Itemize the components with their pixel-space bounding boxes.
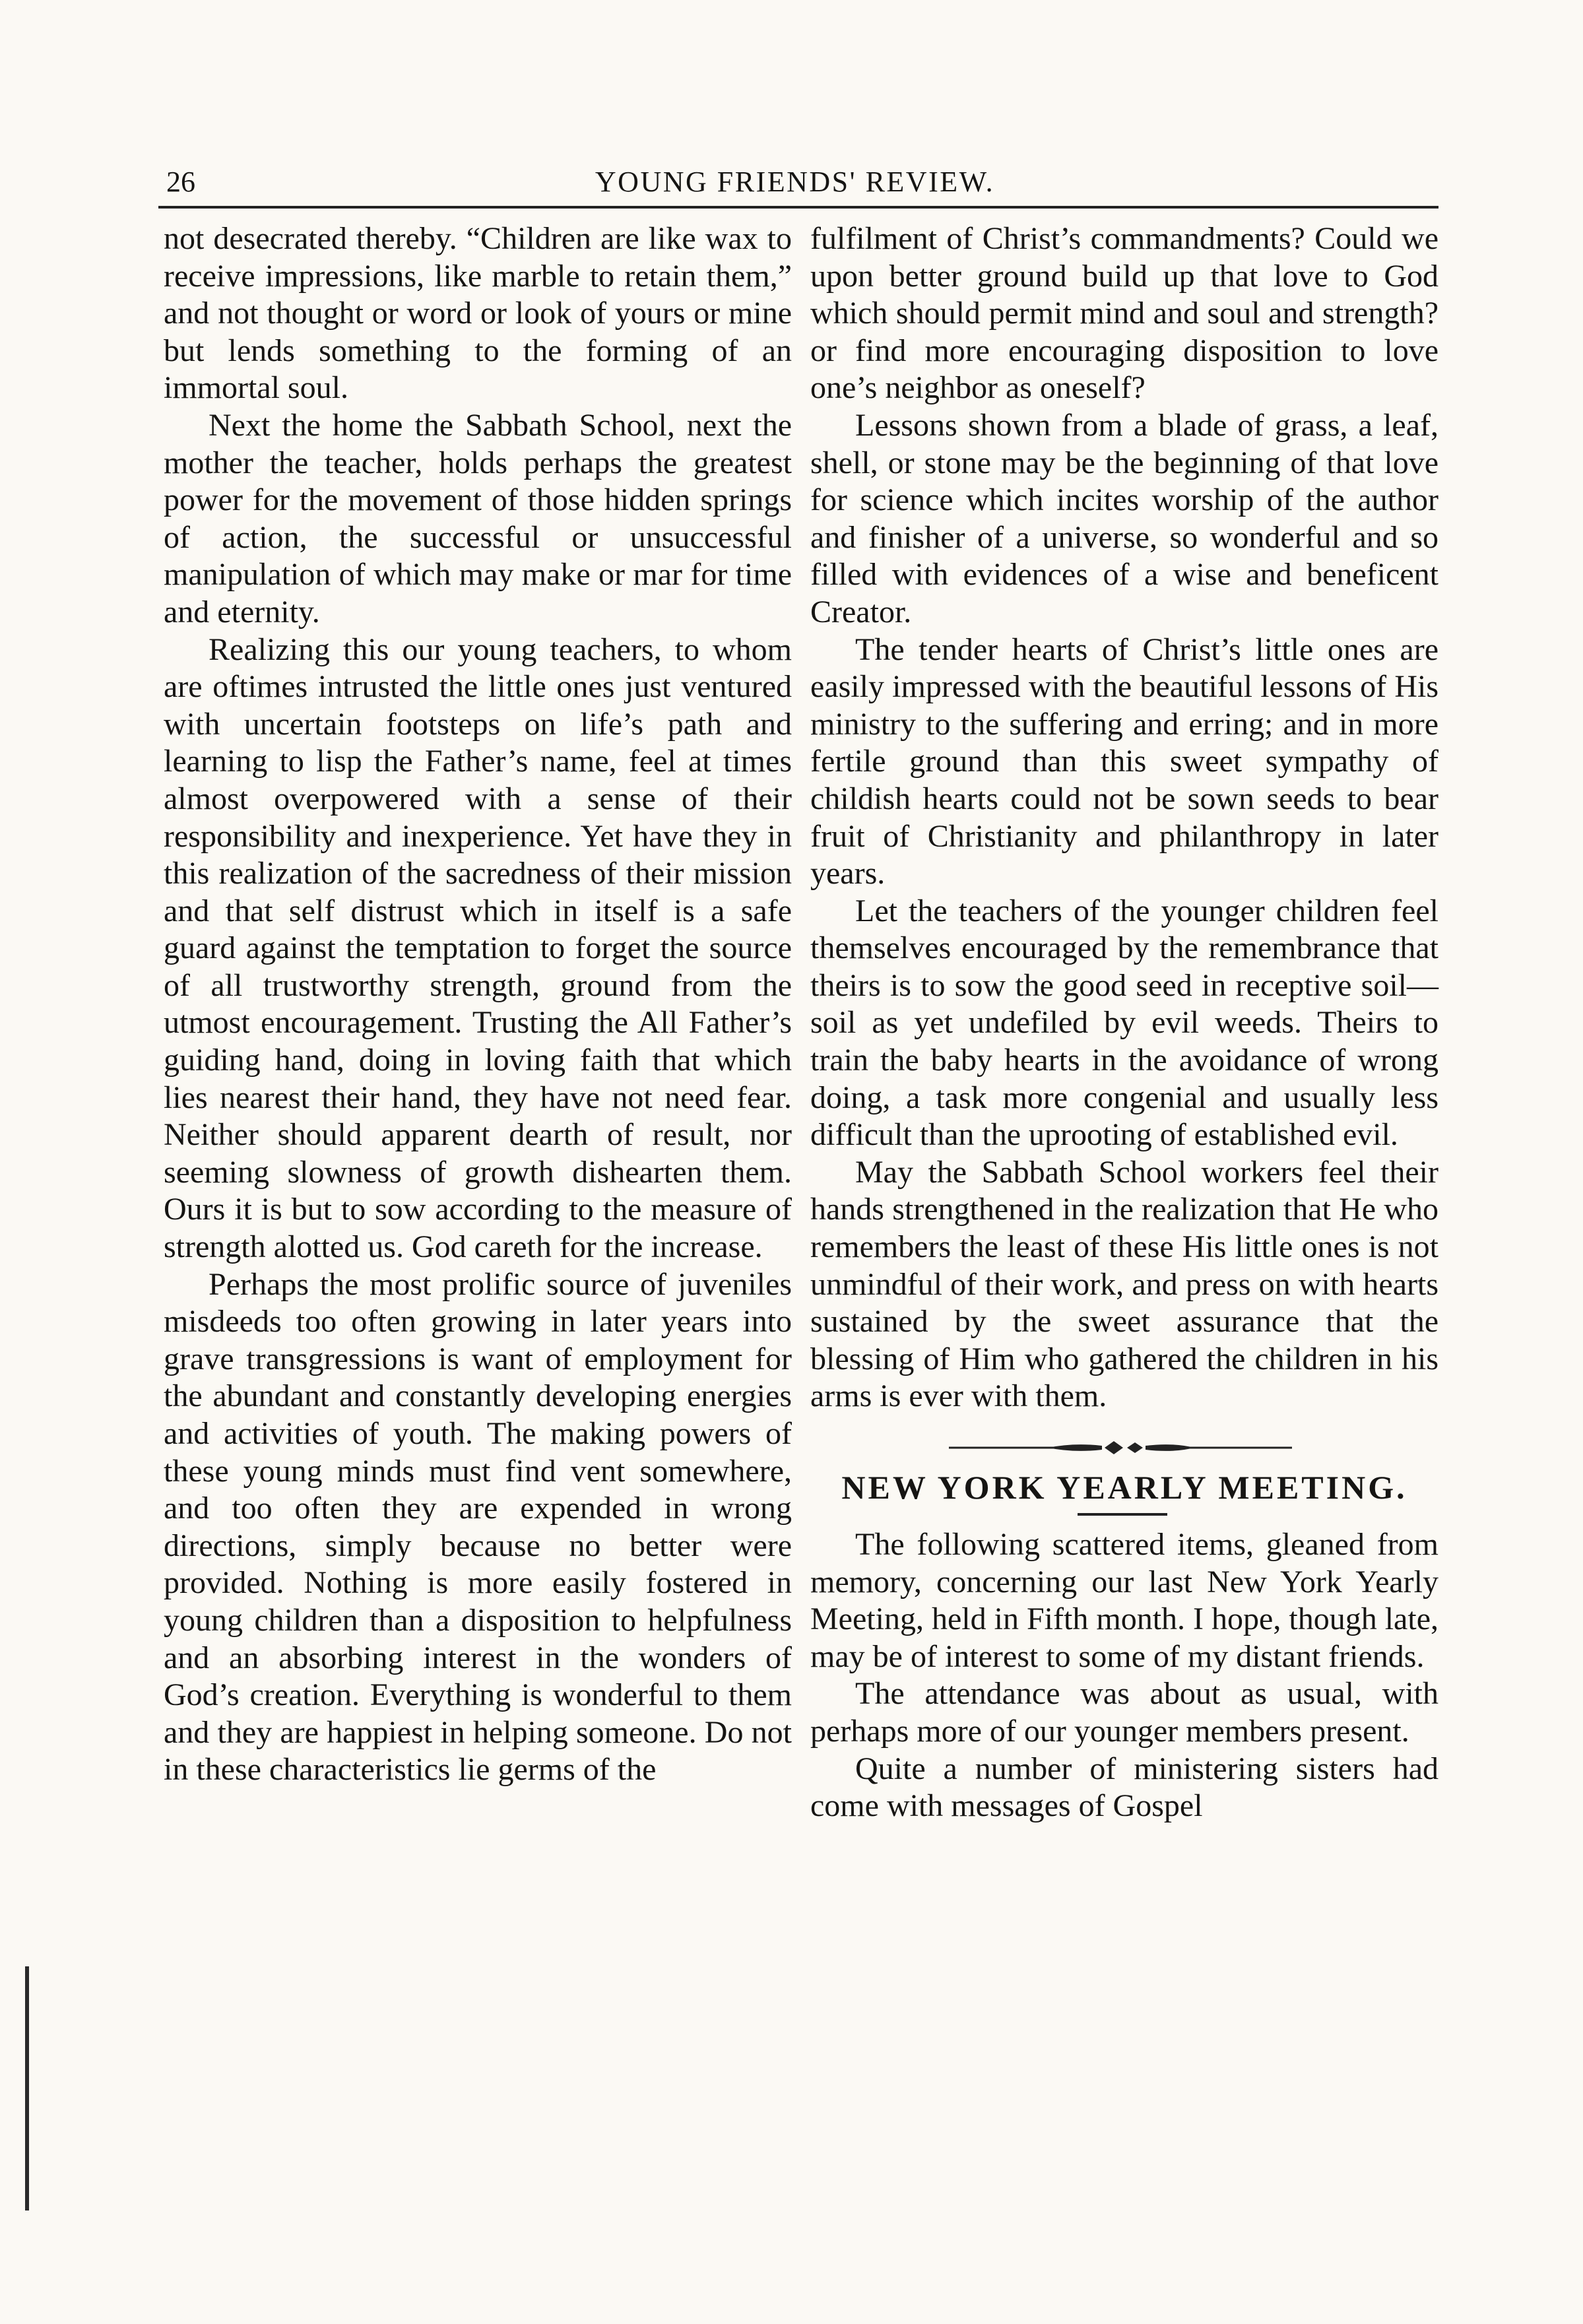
- running-title: YOUNG FRIENDS' REVIEW.: [595, 166, 995, 198]
- section-divider-ornament: [949, 1436, 1292, 1459]
- header-rule: [158, 206, 1438, 209]
- section-title: NEW YORK YEARLY MEETING.: [841, 1469, 1407, 1506]
- paragraph: Next the home the Sabbath School, next the mother the teacher, holds perhaps the greatest power for the movement of those hidden springs of action, the successful or unsuccessful manipulation of which may make or mar for time and eternity.: [164, 407, 792, 629]
- paragraph: fulfilment of Christ’s commandments? Could we upon better ground build up that love to God which should permit mind and soul and strength? or find more encouraging disposition to love one’s neighbor as oneself?: [810, 221, 1438, 406]
- paragraph: Lessons shown from a blade of grass, a leaf, shell, or stone may be the beginning of that love for science which incites worship of the author and finisher of a universe, so wonderful and so filled with evidences of a wise and beneficent Creator.: [810, 407, 1438, 629]
- paragraph: The following scattered items, gleaned from memory, concerning our last New York Yearly Meeting, held in Fifth month. I hope, though late, may be of interest to some of my distant friends.: [810, 1527, 1438, 1674]
- paragraph: Realizing this our young teachers, to whom are oftimes intrusted the little ones just ventured with uncertain footsteps on life’s path and learning to lisp the Father’s name, feel at times almost overpowered with a sense of their responsibility and inexperience. Yet have they in this realization of the sacredness of their mission and that self distrust which in itself is a safe guard against the temptation to forget the source of all trustworthy strength, ground from the utmost encouragement. Trusting the All Father’s guiding hand, doing in loving faith that which lies nearest their hand, they have not need fear. Neither should apparent dearth of result, nor seeming slowness of growth dishearten them. Ours it is but to sow according to the measure of strength alotted us. God careth for the increase.: [164, 631, 792, 1265]
- page-number: 26: [166, 166, 195, 198]
- paragraph: Perhaps the most prolific source of juveniles misdeeds too often growing in later years into grave transgressions is want of employment for the abundant and constantly developing energies and activities of youth. The making powers of these young minds must find vent somewhere, and too often they are expended in wrong directions, simply because no better were provided. Nothing is more easily fostered in young children than a disposition to helpfulness and an absorbing interest in the wonders of God’s creation. Everything is wonderful to them and they are happiest in helping someone. Do not in these characteristics lie germs of the: [164, 1266, 792, 1788]
- margin-mark: [25, 1966, 29, 2211]
- paragraph: The tender hearts of Christ’s little ones are easily impressed with the beautiful lessons of His ministry to the suffering and erring; and in more fertile ground than this sweet sympathy of childish hearts could not be sown seeds to bear fruit of Christianity and philanthropy in later years.: [810, 631, 1438, 891]
- left-column: [164, 220, 792, 1789]
- page-header: [166, 164, 1423, 201]
- paragraph: not desecrated thereby. “Children are like wax to receive impressions, like marble to retain them,” and not thought or word or look of yours or mine but lends something to the forming of an immortal soul.: [164, 221, 792, 406]
- right-column: [810, 220, 1438, 1825]
- paragraph: Quite a number of ministering sisters had come with messages of Gospel: [810, 1751, 1438, 1824]
- paragraph: May the Sabbath School workers feel their hands strengthened in the realization that He who remembers the least of these His little ones is not unmindful of their work, and press on with hearts sustained by the sweet assurance that the blessing of Him who gathered the children in his arms is ever with them.: [810, 1154, 1438, 1414]
- paragraph: The attendance was about as usual, with perhaps more of our younger members present.: [810, 1676, 1438, 1749]
- title-underline: [1078, 1513, 1167, 1516]
- paragraph: Let the teachers of the younger children feel themselves encouraged by the remembrance that theirs is to sow the good seed in receptive soil—soil as yet undefiled by evil weeds. Theirs to train the baby hearts in the avoidance of wrong doing, a task more congenial and usually less difficult than the uprooting of established evil.: [810, 893, 1438, 1153]
